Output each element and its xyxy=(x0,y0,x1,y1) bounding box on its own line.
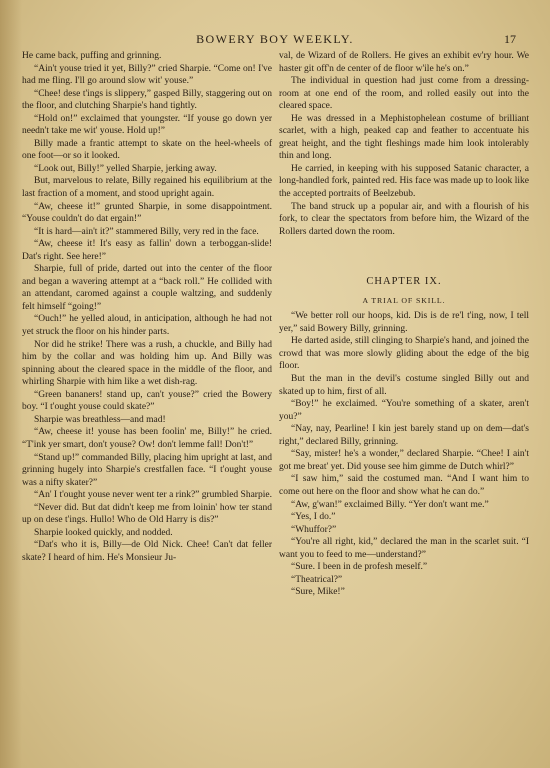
chapter-subheading: A TRIAL OF SKILL. xyxy=(362,295,446,305)
paragraph: Nor did he strike! There was a rush, a chuckle, and Billy had him by the collar and was holding him up. And Billy was spinning about the cleared space in the middle of the floor, and whirling Sharpie with him like a wet dish-rag. xyxy=(22,339,272,388)
paragraph: “I saw him,” said the costumed man. “And I want him to come out here on the floor and show what he can do.” xyxy=(279,474,529,497)
paragraph: “Hold on!” exclaimed that youngster. “If youse go down yer needn't take me wit' youse. Hold up!” xyxy=(22,113,272,137)
right-column xyxy=(279,50,529,599)
paragraph: Sharpie, full of pride, darted out into the center of the floor and began a wavering attempt at a “back roll.” He collided with an attendant, caromed against a couple waltzing, and suddenly felt himself “going!” xyxy=(22,264,272,312)
paragraph: He darted aside, still clinging to Sharpie's hand, and joined the crowd that was more slowly gliding about the edge of the big floor. xyxy=(279,336,529,372)
paragraph: “Chee! dese t'ings is slippery,” gasped Billy, staggering out on the floor, and clutching Sharpie's hand tightly. xyxy=(22,88,272,112)
paragraph: “Sure. I been in de profesh meself.” xyxy=(291,562,428,573)
paragraph: “Stand up!” commanded Billy, placing him upright at last, and grinning hugely into Sharpie's crestfallen face. “I t'ought youse was a nifty skater?” xyxy=(22,452,272,488)
paragraph: “It is hard—ain't it?” stammered Billy, very red in the face. xyxy=(34,226,259,237)
paragraph: “Aw, g'wan!” exclaimed Billy. “Yer don't want me.” xyxy=(291,499,489,510)
paragraph: “Never did. But dat didn't keep me from loinin' how ter stand up on dese t'ings. Hullo! Who de Old Harry is dis?” xyxy=(22,502,272,526)
paragraph: “Yes, I do.” xyxy=(291,512,336,523)
paragraph: He was dressed in a Mephistophelean costume of brilliant scarlet, with a high, peaked cap and feather to accentuate his great height, and the tight fleshings made him look intolerably thin and long. xyxy=(279,113,529,162)
paragraph: Sharpie was breathless—and mad! xyxy=(34,414,166,425)
paragraph: “Nay, nay, Pearline! I kin jest barely stand up on dem—dat's right,” declared Billy, grinning. xyxy=(279,424,529,447)
paragraph: “You're all right, kid,” declared the man in the scarlet suit. “I want you to feed to me—understand?” xyxy=(279,537,529,560)
paragraph: “We better roll our hoops, kid. Dis is de re'l t'ing, now, I tell yer,” said Bowery Billy, grinning. xyxy=(279,311,529,334)
paragraph: Billy made a frantic attempt to skate on the heel-wheels of one foot—or so it looked. xyxy=(22,138,272,162)
paragraph: “Dat's who it is, Billy—de Old Nick. Chee! Can't dat feller skate? I heard of him. He's Monsieur Ju- xyxy=(22,540,272,563)
paragraph: But the man in the devil's costume singled Billy out and skated up to him, first of all. xyxy=(279,374,529,397)
paragraph: “Boy!” he exclaimed. “You're something of a skater, aren't you?” xyxy=(279,399,529,422)
paragraph: Sharpie looked quickly, and nodded. xyxy=(34,527,173,538)
paragraph: val, de Wizard of de Rollers. He gives an exhibit ev'ry hour. We haster git off'n de center of de floor w'ile he's on.” xyxy=(279,51,529,74)
paragraph: “Theatrical?” xyxy=(291,574,343,585)
paragraph: “Ouch!” he yelled aloud, in anticipation, although he had not yet struck the floor on his hinder parts. xyxy=(22,314,272,338)
paragraph: “Say, mister! he's a wonder,” declared Sharpie. “Chee! I ain't got me breat' yet. Did youse see him gimme de Dutch whirl?” xyxy=(279,449,529,472)
page-edge-shadow xyxy=(0,0,22,768)
paragraph: But, marvelous to relate, Billy regained his equilibrium at the last fraction of a moment, and stood upright again. xyxy=(22,176,272,200)
paragraph: He came back, puffing and grinning. xyxy=(22,51,162,61)
chapter-heading: CHAPTER IX. xyxy=(366,276,442,288)
paragraph: He carried, in keeping with his supposed Satanic character, a long-handled fork, painted red. His face was made up to look like the accepted portraits of Beelzebub. xyxy=(279,163,529,200)
paragraph: The individual in question had just come from a dressing-room at one end of the room, and rolled easily out into the cleared space. xyxy=(279,76,529,112)
page-header xyxy=(0,32,550,48)
paragraph: “An' I t'ought youse never went ter a rink?” grumbled Sharpie. xyxy=(34,490,272,501)
left-column xyxy=(22,50,272,564)
paragraph: “Green bananers! stand up, can't youse?” cried the Bowery boy. “I t'ought youse could skate?” xyxy=(22,389,272,413)
paragraph: “Sure, Mike!” xyxy=(291,587,345,598)
paragraph: “Aw, cheese it! youse has been foolin' me, Billy!” he cried. “T'ink yer smart, don't youse? Ow! don't lemme fall! Don't!” xyxy=(22,427,272,450)
paragraph: “Ain't youse tried it yet, Billy?” cried Sharpie. “Come on! I've had me fling. I'll go around slow wit' youse.” xyxy=(22,63,272,87)
page-number: 17 xyxy=(504,32,516,46)
paragraph: “Aw, cheese it! It's easy as fallin' down a terboggan-slide! Dat's right. See here!” xyxy=(22,239,272,262)
paragraph: “Whuffor?” xyxy=(291,524,337,535)
paragraph: “Look out, Billy!” yelled Sharpie, jerking away. xyxy=(34,163,217,174)
paragraph: “Aw, cheese it!” grunted Sharpie, in some disappointment. “Youse couldn't do dat ergain!” xyxy=(22,201,272,225)
paragraph: The band struck up a popular air, and with a flourish of his fork, to clear the spectators from before him, the Wizard of the Rollers darted down the room. xyxy=(279,201,529,237)
running-title: BOWERY BOY WEEKLY. xyxy=(196,32,354,46)
